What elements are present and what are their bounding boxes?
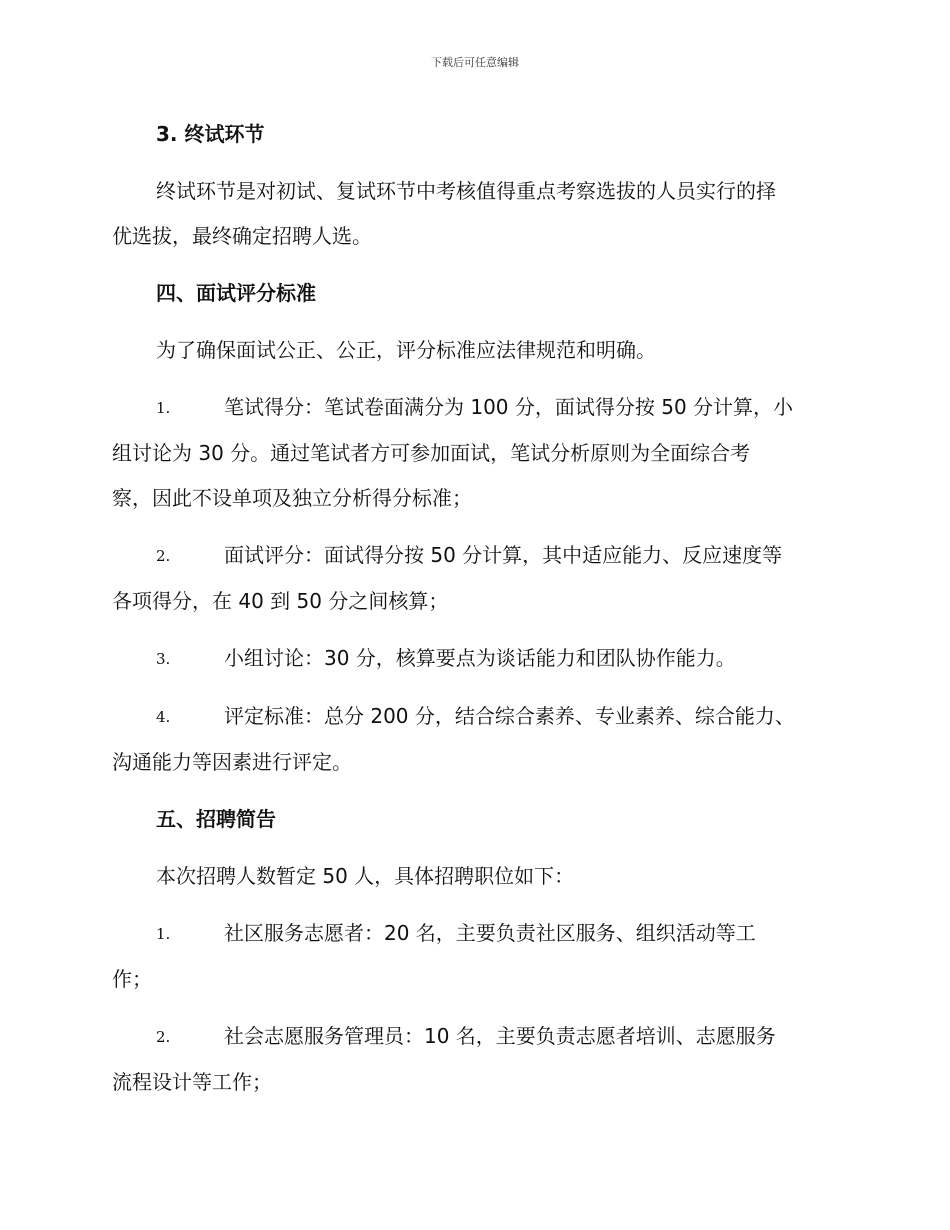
paragraph-line: 终试环节是对初试、复试环节中考核值得重点考察选拔的人员实行的择 xyxy=(156,179,776,203)
list-item-number: 1. xyxy=(156,925,171,943)
list-item-number: 4. xyxy=(156,708,171,726)
paragraph-intro: 本次招聘人数暂定 50 人，具体招聘职位如下： xyxy=(156,864,575,888)
list-item xyxy=(112,1014,834,1105)
list-item-number: 2. xyxy=(156,547,171,565)
section-heading-recruitment-notice: 五、招聘简告 xyxy=(156,807,276,831)
section-heading-final-interview: 3. 终试环节 xyxy=(156,122,265,146)
list-item-text: 小组讨论：30 分，核算要点为谈话能力和团队协作能力。 xyxy=(224,646,736,670)
document-body xyxy=(112,112,834,1117)
list-item xyxy=(112,385,834,521)
list-item xyxy=(112,533,834,624)
paragraph-line: 优选拔，最终确定招聘人选。 xyxy=(112,224,372,248)
list-item-text: 笔试得分：笔试卷面满分为 100 分，面试得分按 50 分计算，小 xyxy=(224,395,794,419)
list-item-text: 流程设计等工作； xyxy=(112,1070,272,1094)
list-item-text: 组讨论为 30 分。通过笔试者方可参加面试，笔试分析原则为全面综合考 xyxy=(112,441,751,465)
list-item-text: 作； xyxy=(112,967,152,991)
section-heading-scoring-standards: 四、面试评分标准 xyxy=(156,281,316,305)
list-item xyxy=(112,636,834,682)
list-item-text: 面试评分：面试得分按 50 分计算，其中适应能力、反应速度等 xyxy=(224,543,783,567)
list-item-text: 沟通能力等因素进行评定。 xyxy=(112,750,352,774)
list-item-text: 察，因此不设单项及独立分析得分标准； xyxy=(112,486,472,510)
list-item-number: 1. xyxy=(156,399,171,417)
list-item-number: 2. xyxy=(156,1028,171,1046)
list-item-text: 社区服务志愿者：20 名，主要负责社区服务、组织活动等工 xyxy=(224,921,756,945)
page-header: 下载后可任意编辑 xyxy=(431,56,519,69)
list-item-text: 各项得分，在 40 到 50 分之间核算； xyxy=(112,589,449,613)
list-item xyxy=(112,694,834,785)
list-item xyxy=(112,911,834,1002)
paragraph-intro: 为了确保面试公正、公正，评分标准应法律规范和明确。 xyxy=(156,338,656,362)
list-item-text: 社会志愿服务管理员：10 名，主要负责志愿者培训、志愿服务 xyxy=(224,1024,776,1048)
list-item-number: 3. xyxy=(156,650,171,668)
list-item-text: 评定标准：总分 200 分，结合综合素养、专业素养、综合能力、 xyxy=(224,704,795,728)
